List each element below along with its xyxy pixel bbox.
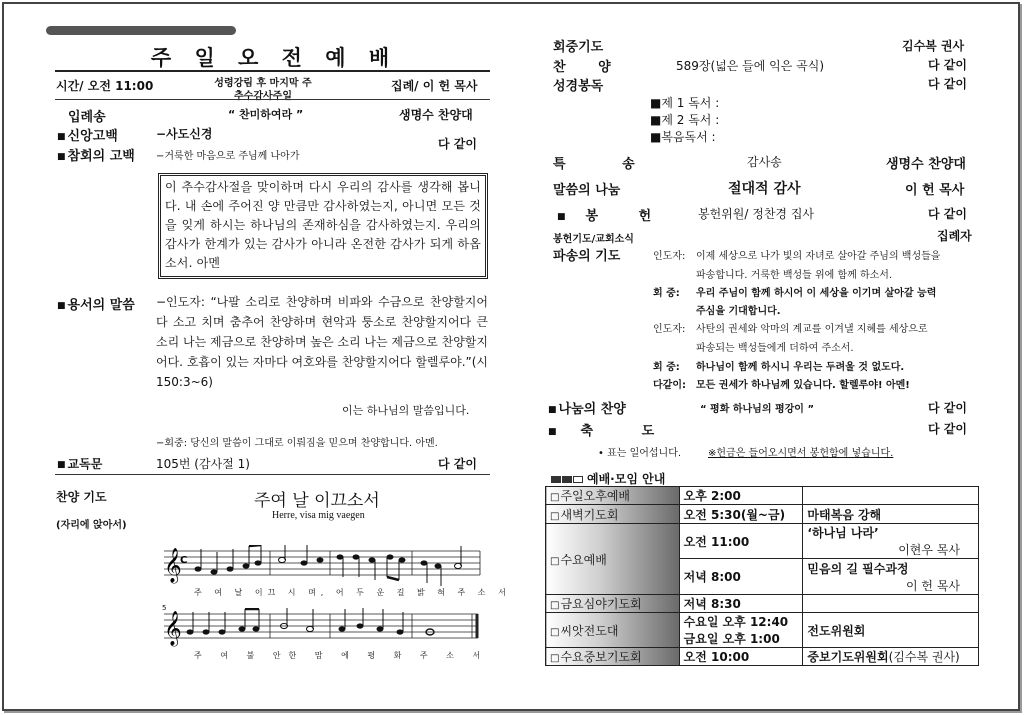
- sending-text-5: 사탄의 권세와 악마의 계교를 이겨낼 지혜를 세상으로: [696, 324, 928, 335]
- reading-2: ■제 2 독서 :: [650, 113, 720, 127]
- opening-label: 입례송: [68, 110, 106, 125]
- table-row: [546, 505, 979, 524]
- lyrics-line-2: 주 여 불 안한 맘 에 평 화 주 소 서: [194, 651, 489, 660]
- pardon-close: 이는 하나님의 말씀입니다.: [342, 404, 470, 417]
- footnote-offering: ※헌금은 들어오시면서 봉헌함에 넣습니다.: [708, 448, 894, 459]
- schedule-time: 저녁 8:00: [679, 559, 803, 595]
- schedule-name: □ 씨앗전도대: [550, 624, 618, 638]
- table-row: [546, 487, 979, 505]
- sermon-by: 이 헌 목사: [905, 183, 965, 198]
- decorative-bar: [46, 26, 236, 35]
- sending-who-1: 인도자:: [653, 251, 686, 262]
- sending-text-4: 주심을 기대합니다.: [696, 306, 781, 317]
- table-row: [546, 613, 979, 648]
- special-text: 감사송: [747, 155, 782, 169]
- schedule-time: 수요일 오후 12:40 금요일 오후 1:00: [679, 613, 803, 648]
- schedule-name: □ 수요중보기도회: [550, 650, 642, 664]
- prayer-song-note: (자리에 앉아서): [56, 520, 127, 531]
- share-text: “ 평화 하나님의 평강이 ”: [700, 404, 815, 415]
- hymn-text: 589장(넓은 들에 익은 곡식): [676, 59, 825, 73]
- divider: [55, 70, 490, 72]
- sending-who-8: 다같이:: [653, 380, 686, 391]
- prayer-by: 김수복 권사: [902, 39, 965, 53]
- schedule-name: □ 주일오후예배: [550, 489, 630, 503]
- sermon-label: 말씀의 나눔: [553, 183, 621, 198]
- treble-clef-icon: 𝄞: [164, 611, 182, 646]
- schedule-name: □ 수요예배: [550, 553, 607, 567]
- sending-text-8: 모든 권세가 하나님께 있습니다. 할렐루야! 아멘!: [696, 380, 910, 391]
- pardon-response: −회중: 당신의 말씀이 그대로 이뤄짐을 믿으며 찬양합니다. 아멘.: [156, 438, 438, 449]
- sending-text-1: 이제 세상으로 나가 빛의 자녀로 살아갈 주님의 백성들을: [696, 251, 941, 262]
- schedule-time: 오전 10:00: [679, 648, 803, 666]
- song-title: 주여 날 이끄소서: [254, 491, 380, 511]
- repent-label: ■ 참회의 고백: [57, 145, 135, 164]
- prayer-song-label: 찬양 기도: [56, 490, 107, 504]
- offering-label: ■ 봉 헌: [557, 205, 669, 224]
- reading-by: 다 같이: [928, 77, 967, 91]
- reading-label: 성경봉독: [553, 79, 604, 94]
- schedule-note: [803, 487, 979, 505]
- repent-text: −거룩한 마음으로 주님께 나아가: [156, 151, 300, 162]
- hymn-reading-label: ■ 교독문: [57, 455, 102, 472]
- pardon-label: ■ 용서의 말씀: [57, 294, 135, 313]
- bless-by: 다 같이: [928, 422, 967, 436]
- notice-label: 봉헌기도/교회소식: [553, 234, 634, 245]
- treble-clef-icon: 𝄞: [164, 548, 182, 583]
- share-by: 다 같이: [928, 401, 967, 415]
- schedule-name: □ 금요심야기도회: [550, 597, 642, 611]
- schedule-note: ‘하나님 나라’ 이현우 목사: [803, 524, 979, 559]
- sending-who-5: 인도자:: [653, 324, 686, 335]
- special-label: 특 송: [553, 157, 661, 172]
- schedule-time: 오후 2:00: [679, 487, 803, 505]
- worship-title: 주 일 오 전 예 배: [150, 46, 398, 70]
- hymn-label: 찬 양: [553, 60, 625, 75]
- schedule-note: 마태복음 강해: [803, 505, 979, 524]
- sending-text-6: 파송되는 백성들에게 더하여 주소서.: [696, 343, 854, 354]
- schedule-time: 오전 11:00: [679, 524, 803, 559]
- sending-who-7: 회 중:: [653, 362, 680, 373]
- sending-text-2: 파송합니다. 거룩한 백성들 위에 함께 하소서.: [696, 270, 893, 281]
- reading-3: ■복음독서 :: [650, 130, 716, 144]
- opening-by: 생명수 찬양대: [399, 108, 473, 122]
- reading-1: ■제 1 독서 :: [650, 96, 720, 110]
- music-staff-1: [162, 545, 482, 587]
- creed-text: −사도신경: [156, 127, 213, 141]
- hymn-reading-by: 다 같이: [438, 457, 477, 471]
- confession-box: 이 추수감사절을 맞이하며 다시 우리의 감사를 생각해 봅니다. 내 손에 주어진 양 만큼만 감사하였는지, 아니면 모든 것을 잊게 하시는 하나님의 존재하심을 감사하였는지. 우리의 감사가 한계가 있는 감사가 아니라 온전한 감사가 되게 하옵소서. 아멘: [158, 173, 488, 279]
- sending-who-3: 회 중:: [653, 288, 680, 299]
- hymn-reading-text: 105번 (감사절 1): [156, 457, 250, 471]
- offering-text: 봉헌위원/ 정찬경 집사: [698, 207, 815, 221]
- offering-by: 다 같이: [928, 207, 967, 221]
- sending-text-7: 하나님이 함께 하시니 우리는 두려울 것 없도다.: [696, 362, 905, 373]
- footnote-stand: • 표는 일어섭니다.: [598, 448, 682, 459]
- schedule-note: 믿음의 길 필수과정 이 헌 목사: [803, 559, 979, 595]
- repent-by: 다 같이: [438, 137, 477, 151]
- bless-label: ■ 축 도: [548, 420, 676, 439]
- schedule-note: 전도위원회: [803, 613, 979, 648]
- share-label: ■ 나눔의 찬양: [548, 398, 626, 417]
- occasion-line1: 성령강림 후 마지막 주: [214, 78, 312, 89]
- special-by: 생명수 찬양대: [886, 157, 966, 172]
- table-row: [546, 524, 979, 559]
- schedule-note: 중보기도위원회(김수복 권사): [803, 648, 979, 666]
- schedule-table: [545, 486, 979, 666]
- occasion-line2: 추수감사주일: [234, 91, 292, 102]
- pardon-text: −인도자: “나팔 소리로 찬양하며 비파와 수금으로 찬양할지어다 소고 치며 춤추어 찬양하며 현악과 퉁소로 찬양할지어다 큰 소리 나는 제금으로 찬양하며 높은 소리 나는 제금으로 찬양할지어다. 호흡이 있는 자마다 여호와를 찬양할지어다 할렐루야.”(시 150:3~6): [156, 295, 488, 389]
- schedule-time: 오전 5:30(월~금): [679, 505, 803, 524]
- divider-thin: [55, 474, 490, 475]
- divider-thin: [55, 99, 490, 100]
- schedule-time: 저녁 8:30: [679, 595, 803, 613]
- sending-text-3: 우리 주님이 함께 하시어 이 세상을 이기며 살아갈 능력: [696, 288, 937, 299]
- table-row: [546, 595, 979, 613]
- creed-label: ■ 신앙고백: [57, 125, 118, 144]
- info-section-title: 예배·모임 안내: [551, 470, 665, 487]
- lyrics-line-1: 주 여 날 이끄 시 며, 어 두 운 길 밝 혀 주 소 서: [194, 588, 511, 597]
- sending-label: 파송의 기도: [553, 249, 621, 264]
- song-subtitle: Herre, visa mig vaegen: [272, 510, 365, 521]
- service-time: 시간/ 오전 11:00: [56, 79, 154, 93]
- music-staff-2: [162, 608, 482, 650]
- sermon-title: 절대적 감사: [728, 181, 801, 197]
- service-leader: 집례/ 이 헌 목사: [391, 79, 478, 93]
- table-row: [546, 648, 979, 666]
- schedule-note: [803, 595, 979, 613]
- schedule-name: □ 새벽기도회: [550, 508, 618, 522]
- hymn-by: 다 같이: [928, 58, 967, 72]
- svg-text:C: C: [180, 555, 188, 566]
- opening-hymn: “ 찬미하여라 ”: [228, 108, 304, 121]
- prayer-label: 회중기도: [553, 40, 604, 55]
- notice-by: 집례자: [937, 229, 972, 243]
- measure-number: 5: [162, 604, 167, 612]
